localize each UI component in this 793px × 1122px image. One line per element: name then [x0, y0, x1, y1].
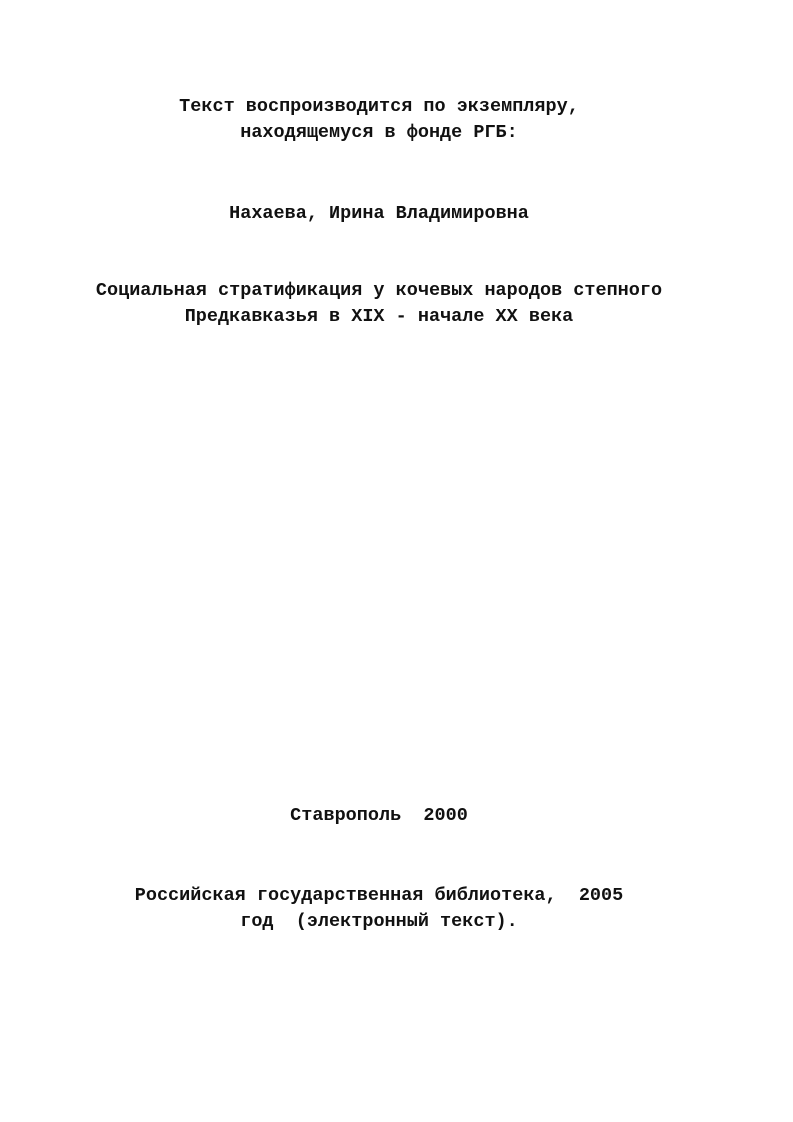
library-line-1: Российская государственная библиотека, 2005 — [134, 885, 624, 906]
notice-line-2: находящемуся в фонде РГБ: — [240, 122, 518, 143]
library-line-2: год (электронный текст). — [240, 911, 518, 932]
notice-line-1: Текст воспроизводится по экземпляру, — [179, 96, 579, 117]
author-name: Нахаева, Ирина Владимировна — [229, 203, 529, 224]
title-line-2: Предкавказья в XIX - начале XX века — [184, 306, 574, 327]
publication-place-year: Ставрополь 2000 — [290, 805, 468, 826]
title-line-1: Социальная стратификация у кочевых народов степного — [95, 280, 663, 301]
